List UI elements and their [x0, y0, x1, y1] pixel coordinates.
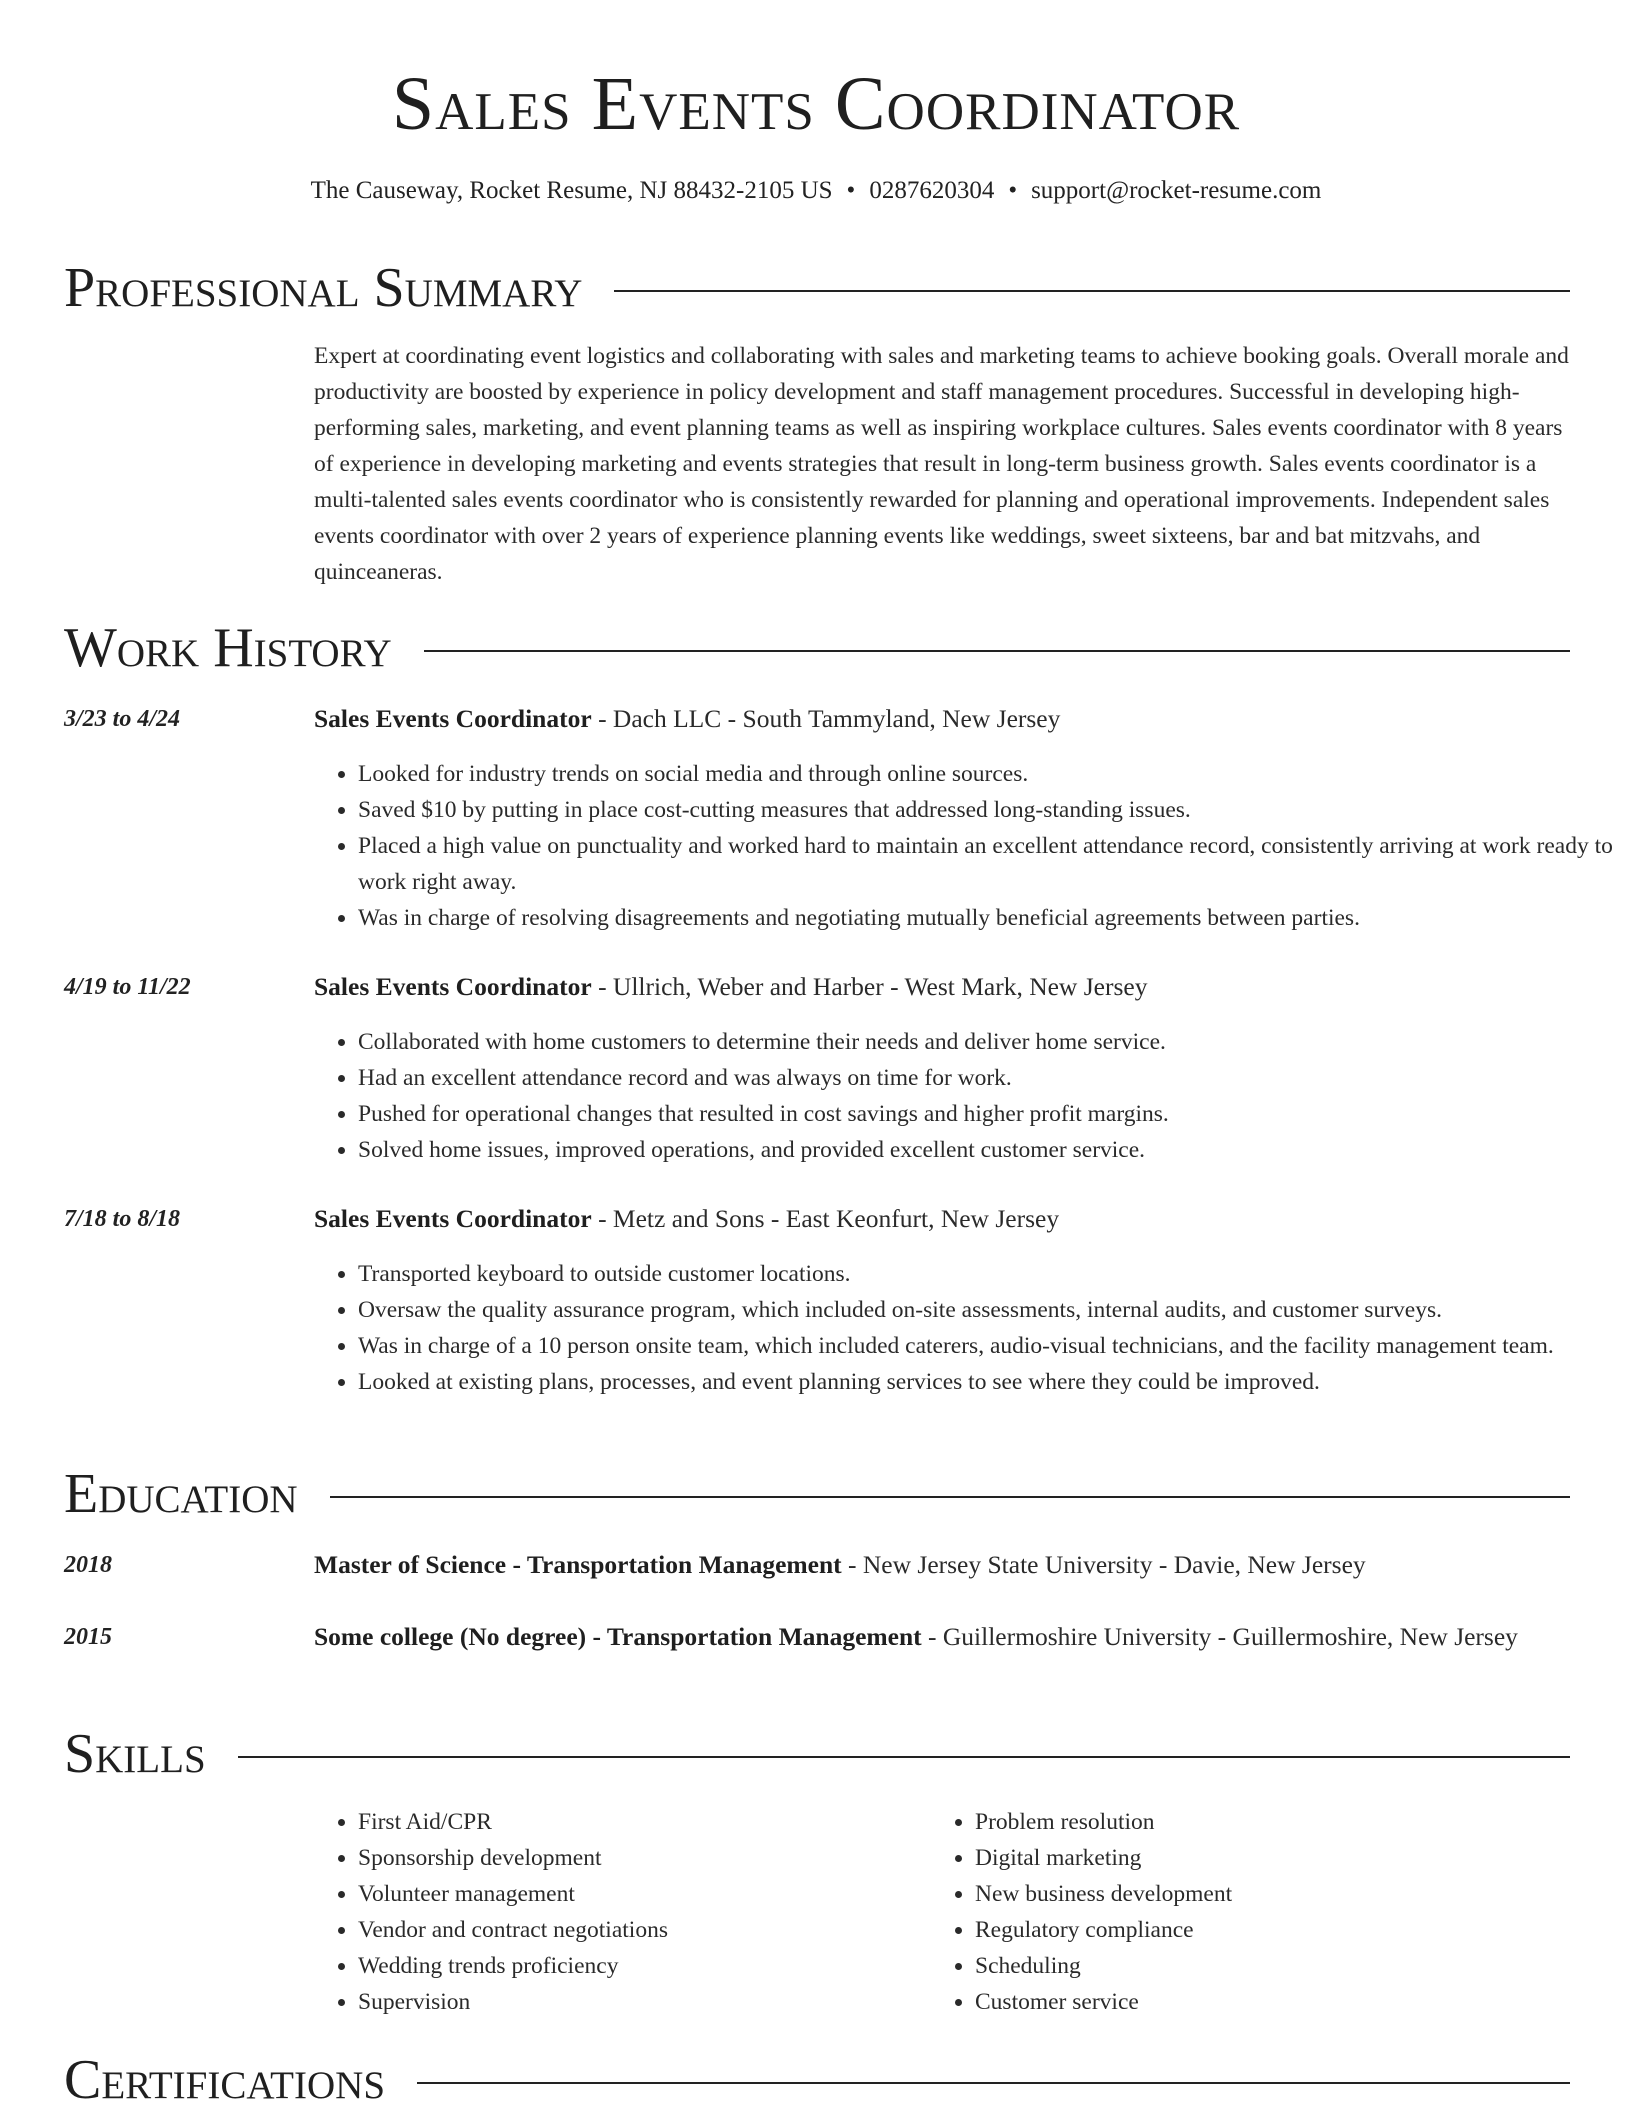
skills-list-right: [931, 1804, 1535, 2020]
job-bullet: • Placed a high value on punctuality and worked hard to maintain an excellent attendance record, consistently arriving at work ready to work right away.: [358, 828, 1614, 900]
job-bullet: • Transported keyboard to outside customer locations.: [358, 1256, 1614, 1292]
section-header-certifications: [64, 2048, 1570, 2112]
section-title-summary: Professional Summary: [64, 257, 583, 319]
job-bullet: • Oversaw the quality assurance program, which included on-site assessments, internal audits, and customer surveys.: [358, 1292, 1614, 1328]
summary-text: Expert at coordinating event logistics and collaborating with sales and marketing teams to achieve booking goals. Overall morale and productivity are boosted by experience in policy development and staff management procedures. Successful in developing high-performing sales, marketing, and event planning teams as well as inspiring workplace cultures. Sales events coordinator with 8 years of experience in developing marketing and events strategies that result in long-term business growth. Sales events coordinator is a multi-talented sales events coordinator who is consistently rewarded for planning and operational improvements. Independent sales events coordinator with over 2 years of experience planning events like weddings, sweet sixteens, bar and bat mitzvahs, and quinceaneras.: [314, 343, 1569, 585]
job-heading: [314, 968, 1572, 1006]
skill-item: • Customer service: [975, 1984, 1535, 2020]
job-dates: 4/19 to 11/22: [64, 974, 191, 1000]
skills-list-left: [314, 1804, 918, 2020]
section-header-summary: [64, 256, 1570, 320]
job-details: - Ullrich, Weber and Harber - West Mark, New Jersey: [591, 972, 1148, 1001]
section-rule: [417, 2082, 1570, 2084]
job-title: Sales Events Coordinator: [314, 972, 592, 1001]
education-year: 2018: [64, 1552, 112, 1578]
section-title-skills: Skills: [64, 1723, 206, 1785]
section-rule: [424, 650, 1570, 652]
skill-item: • Problem resolution: [975, 1804, 1535, 1840]
skill-item: • Sponsorship development: [358, 1840, 918, 1876]
section-title-work: Work History: [64, 617, 392, 679]
job-bullets: [314, 1256, 1614, 1400]
skill-item: • First Aid/CPR: [358, 1804, 918, 1840]
job-title: Sales Events Coordinator: [314, 1204, 592, 1233]
contact-phone: 0287620304: [869, 177, 995, 204]
skill-item: • Supervision: [358, 1984, 918, 2020]
skill-item: • New business development: [975, 1876, 1535, 1912]
skill-item: • Wedding trends proficiency: [358, 1948, 918, 1984]
job-bullet: • Looked at existing plans, processes, and event planning services to see where they could be improved.: [358, 1364, 1614, 1400]
job-details: - Dach LLC - South Tammyland, New Jersey: [591, 704, 1061, 733]
candidate-name: Sales Events Coordinator: [391, 62, 1241, 146]
education-entry: [314, 1546, 1572, 1584]
education-details: - Guillermoshire University - Guillermoshire, New Jersey: [921, 1622, 1518, 1651]
job-bullet: • Was in charge of resolving disagreements and negotiating mutually beneficial agreements between parties.: [358, 900, 1614, 936]
job-bullets: [314, 756, 1614, 936]
section-header-education: [64, 1462, 1570, 1526]
skill-item: • Scheduling: [975, 1948, 1535, 1984]
skill-item: • Vendor and contract negotiations: [358, 1912, 918, 1948]
job-heading: [314, 700, 1572, 738]
job-bullet: • Collaborated with home customers to determine their needs and deliver home service.: [358, 1024, 1614, 1060]
section-rule: [330, 1496, 1570, 1498]
job-bullet: • Had an excellent attendance record and was always on time for work.: [358, 1060, 1614, 1096]
section-rule: [614, 290, 1570, 292]
education-entry: [314, 1618, 1572, 1656]
section-title-education: Education: [64, 1463, 298, 1525]
job-heading: [314, 1200, 1572, 1238]
job-dates: 3/23 to 4/24: [64, 706, 181, 732]
job-bullet: • Pushed for operational changes that resulted in cost savings and higher profit margins.: [358, 1096, 1614, 1132]
contact-line: [0, 174, 1632, 208]
skill-item: • Digital marketing: [975, 1840, 1535, 1876]
education-degree: Some college (No degree) - Transportation Management: [314, 1622, 922, 1651]
skill-item: • Regulatory compliance: [975, 1912, 1535, 1948]
education-year: 2015: [64, 1624, 112, 1650]
contact-address: The Causeway, Rocket Resume, NJ 88432-2105 US: [310, 177, 833, 204]
education-details: - New Jersey State University - Davie, New Jersey: [841, 1550, 1366, 1579]
job-details: - Metz and Sons - East Keonfurt, New Jersey: [591, 1204, 1060, 1233]
job-bullet: • Saved $10 by putting in place cost-cutting measures that addressed long-standing issues.: [358, 792, 1614, 828]
section-rule: [238, 1756, 1570, 1758]
job-dates: 7/18 to 8/18: [64, 1206, 181, 1232]
section-title-certifications: Certifications: [64, 2049, 386, 2111]
contact-separator: •: [846, 177, 856, 204]
section-header-work: [64, 616, 1570, 680]
job-bullet: • Looked for industry trends on social media and through online sources.: [358, 756, 1614, 792]
contact-separator: •: [1008, 177, 1018, 204]
job-bullet: • Solved home issues, improved operations, and provided excellent customer service.: [358, 1132, 1614, 1168]
education-degree: Master of Science - Transportation Management: [314, 1550, 842, 1579]
job-bullets: [314, 1024, 1614, 1168]
section-header-skills: [64, 1722, 1570, 1786]
contact-email: support@rocket-resume.com: [1031, 177, 1322, 204]
job-bullet: • Was in charge of a 10 person onsite team, which included caterers, audio-visual technicians, and the facility management team.: [358, 1328, 1614, 1364]
skill-item: • Volunteer management: [358, 1876, 918, 1912]
job-title: Sales Events Coordinator: [314, 704, 592, 733]
